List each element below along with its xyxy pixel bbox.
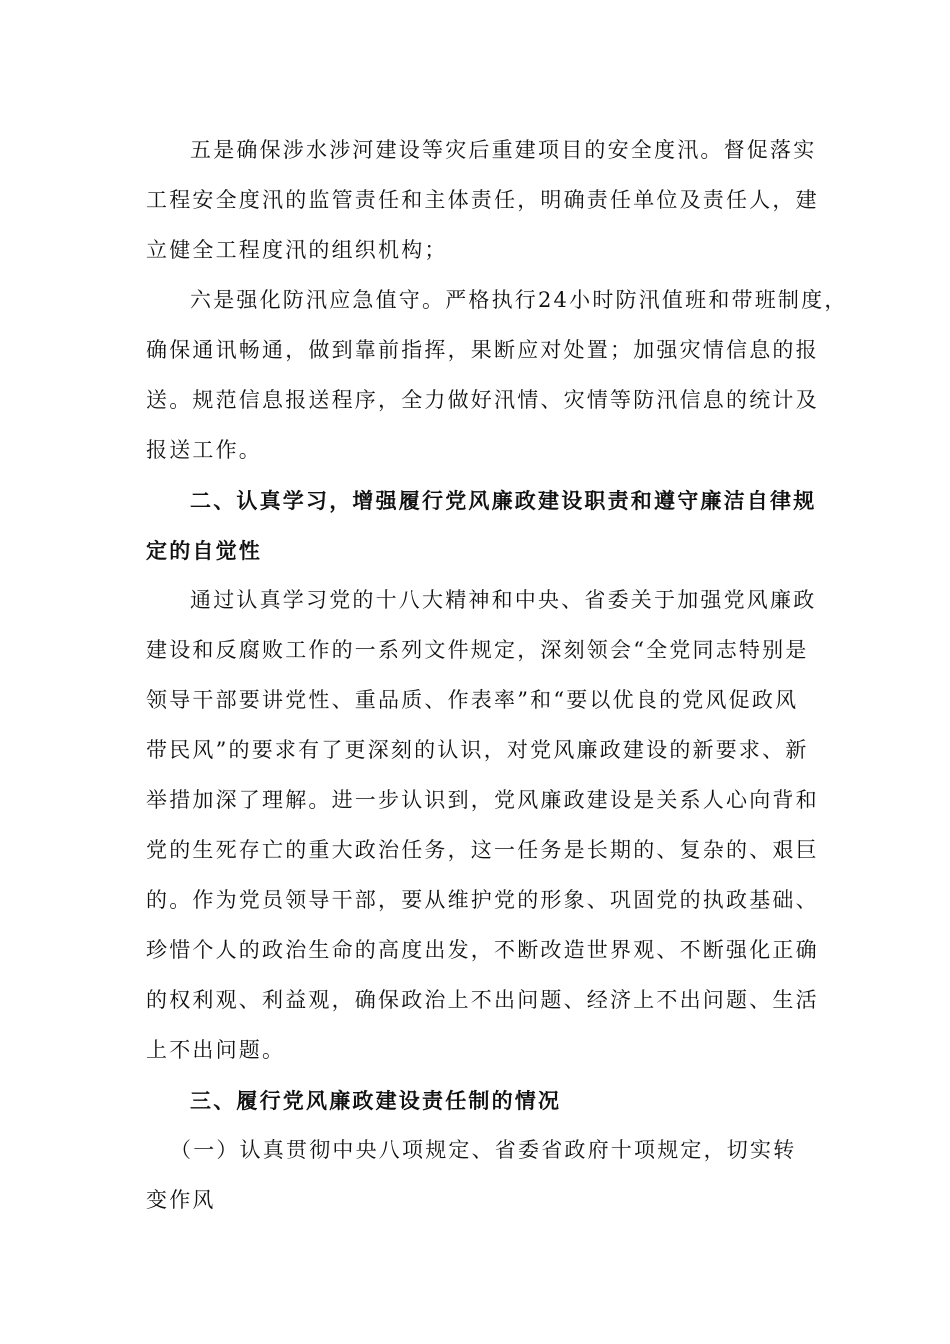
section-2-body-line-1: 通过认真学习党的十八大精神和中央、省委关于加强党风廉政 [190, 588, 817, 612]
paragraph-6-line-2: 确保通讯畅通，做到靠前指挥，果断应对处置；加强灾情信息的报 [146, 338, 819, 362]
paragraph-5-line-2: 工程安全度汛的监管责任和主体责任，明确责任单位及责任人，建 [146, 188, 819, 212]
section-2-body-line-6: 党的生死存亡的重大政治任务，这一任务是长期的、复杂的、艰巨 [146, 838, 819, 862]
section-2-body-line-3: 领导干部要讲党性、重品质、作表率”和“要以优良的党风促政风 [146, 688, 799, 712]
paragraph-5-line-3: 立健全工程度汛的组织机构； [146, 238, 448, 262]
section-2-body-line-10: 上不出问题。 [146, 1038, 286, 1062]
section-3-heading: 三、履行党风廉政建设责任制的情况 [190, 1088, 562, 1113]
section-2-heading-line-1: 二、认真学习，增强履行党风廉政建设职责和遵守廉洁自律规 [190, 488, 817, 513]
subsection-1-line-1: （一）认真贯彻中央八项规定、省委省政府十项规定，切实转 [170, 1138, 797, 1162]
section-2-body-line-2: 建设和反腐败工作的一系列文件规定，深刻领会“全党同志特别是 [146, 638, 809, 662]
section-2-body-line-4: 带民风”的要求有了更深刻的认识，对党风廉政建设的新要求、新 [146, 738, 809, 762]
paragraph-6-line-4: 报送工作。 [146, 438, 262, 462]
paragraph-5-line-1: 五是确保涉水涉河建设等灾后重建项目的安全度汛。督促落实 [190, 138, 817, 162]
paragraph-6-line-3: 送。规范信息报送程序，全力做好汛情、灾情等防汛信息的统计及 [146, 388, 819, 412]
section-2-body-line-5: 举措加深了理解。进一步认识到，党风廉政建设是关系人心向背和 [146, 788, 819, 812]
section-2-heading-line-2: 定的自觉性 [146, 538, 262, 563]
section-2-body-line-8: 珍惜个人的政治生命的高度出发，不断改造世界观、不断强化正确 [146, 938, 819, 962]
section-2-body-line-9: 的权利观、利益观，确保政治上不出问题、经济上不出问题、生活 [146, 988, 819, 1012]
paragraph-6-line-1: 六是强化防汛应急值守。严格执行24小时防汛值班和带班制度， [190, 288, 848, 312]
subsection-1-line-2: 变作风 [146, 1188, 216, 1212]
section-2-body-line-7: 的。作为党员领导干部，要从维护党的形象、巩固党的执政基础、 [146, 888, 819, 912]
